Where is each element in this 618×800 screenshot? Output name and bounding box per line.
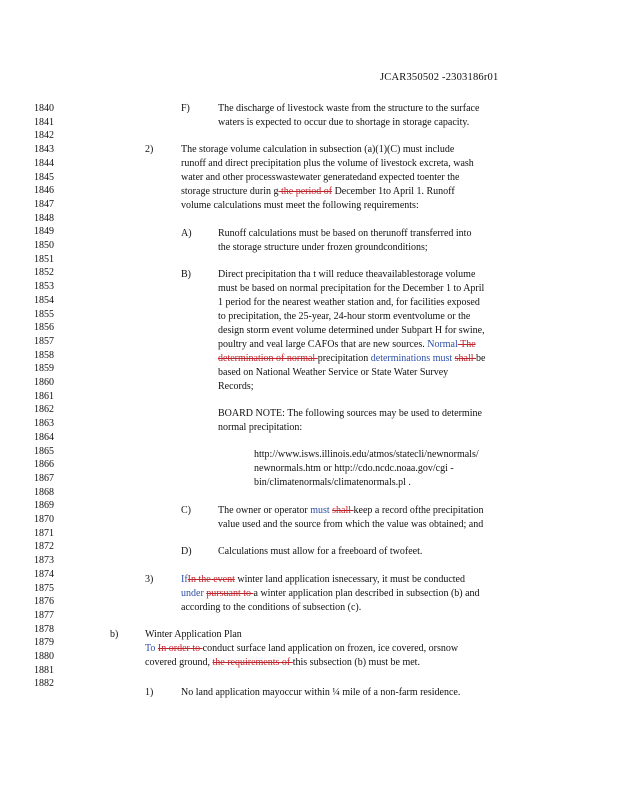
text-line	[218, 381, 254, 393]
line-number: 1856	[34, 322, 54, 334]
text-segment: Runoff calculations must be based on therunoff transferred into	[218, 228, 472, 239]
line-number: 1868	[34, 486, 54, 498]
text-segment: this subsection (b) must be met.	[292, 657, 420, 668]
text-line	[145, 629, 242, 641]
line-number: 1880	[34, 651, 54, 662]
deleted-text: In order to	[157, 643, 203, 654]
text-line	[181, 687, 460, 699]
text-line	[218, 117, 469, 129]
text-segment: normal precipitation:	[218, 422, 303, 433]
line-number: 1854	[34, 294, 54, 306]
text-segment: December 1to April 1. Runoff	[332, 186, 455, 197]
text-segment: The storage volume calculation in subsection (a)(1)(C) must include	[181, 144, 455, 155]
text-segment: Calculations must allow for a freeboard of twofeet.	[218, 546, 423, 557]
text-segment: runoff and direct precipitation plus the volume of livestock excreta, wash	[181, 158, 474, 169]
text-segment: Winter Application Plan	[145, 629, 242, 640]
text-segment: F)	[181, 103, 190, 114]
deleted-text: pursuant to	[206, 588, 254, 599]
line-number: 1842	[34, 130, 54, 142]
text-line	[145, 643, 458, 655]
line-number: 1872	[34, 541, 54, 553]
text-line	[218, 103, 479, 115]
line-number: 1850	[34, 240, 54, 251]
line-number: 1870	[34, 514, 54, 525]
line-number: 1847	[34, 198, 54, 210]
line-number: 1865	[34, 445, 54, 457]
text-segment: winter land application isnecessary, it must be conducted	[234, 574, 465, 585]
deleted-text: shall	[454, 353, 477, 364]
text-line	[218, 311, 470, 323]
text-line	[181, 158, 474, 170]
text-segment: A)	[181, 228, 192, 239]
line-number: 1848	[34, 212, 54, 224]
inserted-text: To	[145, 643, 156, 654]
text-line	[218, 367, 448, 379]
line-number: 1862	[34, 404, 54, 416]
inserted-text: determinations	[370, 353, 431, 364]
text-line	[218, 228, 471, 240]
text-segment: No land application mayoccur within ¼ mile of a non-farm residence.	[181, 687, 461, 698]
line-number: 1846	[34, 185, 54, 197]
line-number: 1875	[34, 582, 54, 594]
text-line	[254, 463, 454, 475]
text-segment: value used and the source from which the value was obtained; and	[218, 519, 484, 530]
text-line	[218, 242, 428, 254]
text-line	[181, 546, 192, 558]
text-segment: Records;	[218, 381, 254, 392]
line-number: 1867	[34, 472, 54, 484]
line-number: 1849	[34, 226, 54, 238]
text-line	[218, 408, 482, 420]
text-segment: C)	[181, 505, 191, 516]
text-line	[145, 144, 153, 156]
text-segment: http://www.isws.illinois.edu/atmos/statecli/newnormals/	[254, 449, 479, 460]
line-number: 1845	[34, 171, 54, 183]
text-segment: volume calculations must meet the following requirements:	[181, 200, 419, 211]
text-segment: D)	[181, 546, 192, 557]
text-line	[218, 297, 480, 309]
text-segment: b)	[110, 629, 119, 640]
text-line	[218, 353, 485, 365]
text-line	[181, 186, 455, 198]
line-number: 1851	[34, 253, 54, 265]
text-line	[181, 588, 480, 600]
line-number: 1860	[34, 377, 54, 388]
text-line	[110, 629, 118, 641]
line-number: 1881	[34, 664, 54, 676]
text-line	[145, 574, 153, 586]
text-line	[181, 172, 459, 184]
text-segment: Direct precipitation tha t will reduce theavailablestorage volume	[218, 269, 476, 280]
text-line	[181, 103, 190, 115]
document-header-id: JCAR350502 -2303186r01	[380, 72, 499, 83]
deleted-text: shall	[332, 505, 354, 516]
line-number: 1844	[34, 157, 54, 169]
line-number: 1857	[34, 335, 54, 347]
deleted-text: the period of	[278, 186, 333, 197]
text-segment: water and other processwastewater generatedand expected toenter the	[181, 172, 460, 183]
inserted-text: must	[310, 505, 330, 516]
line-number: 1843	[34, 144, 54, 156]
text-line	[145, 687, 153, 699]
text-segment: based on National Weather Service or State Water Survey	[218, 367, 449, 378]
text-segment: conduct surface land application on frozen, ice covered, orsnow	[202, 643, 459, 654]
text-line	[181, 574, 465, 586]
text-line	[181, 228, 192, 240]
inserted-text: must	[432, 353, 453, 364]
text-segment: BOARD NOTE: The following sources may be used to determine	[218, 408, 482, 419]
deleted-text: determination of normal	[218, 353, 318, 364]
text-line	[181, 505, 191, 517]
line-number: 1878	[34, 623, 54, 635]
text-line	[218, 339, 476, 351]
text-line	[181, 200, 419, 212]
inserted-text: under	[181, 588, 204, 599]
text-segment: storage structure durin g	[181, 186, 279, 197]
text-line	[181, 269, 191, 281]
text-segment: to precipitation, the 25-year, 24-hour storm eventvolume or the	[218, 311, 471, 322]
line-number: 1869	[34, 500, 54, 512]
text-segment: precipitation	[317, 353, 371, 364]
text-segment: bin/climatenormals/climatenormals.pl .	[254, 477, 411, 488]
line-number: 1876	[34, 596, 54, 608]
line-number: 1861	[34, 390, 54, 402]
text-line	[254, 477, 411, 489]
text-segment: B)	[181, 269, 191, 280]
line-number: 1852	[34, 267, 54, 279]
text-line	[145, 657, 420, 669]
line-number: 1866	[34, 459, 54, 471]
text-segment: 1)	[145, 687, 154, 698]
text-segment: newnormals.htm or http://cdo.ncdc.noaa.gov/cgi -	[254, 463, 454, 474]
text-segment: design storm event volume determined under Subpart H for swine,	[218, 325, 485, 336]
line-number: 1873	[34, 555, 54, 567]
text-segment: the storage structure under frozen groundconditions;	[218, 242, 428, 253]
deleted-text: the requirements of	[212, 657, 293, 668]
line-number: 1864	[34, 431, 54, 443]
text-line	[181, 144, 454, 156]
text-segment: 3)	[145, 574, 154, 585]
text-segment: covered ground,	[145, 657, 213, 668]
text-line	[218, 422, 302, 434]
deleted-text: The	[457, 339, 476, 350]
text-line	[218, 505, 483, 517]
text-line	[181, 602, 361, 614]
line-number: 1874	[34, 568, 54, 580]
text-segment: keep a record ofthe precipitation	[353, 505, 484, 516]
line-number: 1882	[34, 678, 54, 690]
text-segment: poultry and veal large CAFOs that are new sources.	[218, 339, 428, 350]
text-segment: must be based on normal precipitation for the December 1 to April	[218, 283, 485, 294]
line-number: 1871	[34, 527, 54, 539]
line-number: 1840	[34, 103, 54, 114]
text-line	[254, 449, 479, 461]
text-segment: The discharge of livestock waste from the structure to the surface	[218, 103, 480, 114]
line-number: 1863	[34, 418, 54, 430]
line-number: 1853	[34, 281, 54, 293]
text-segment: be	[476, 353, 486, 364]
text-segment: according to the conditions of subsection (c).	[181, 602, 362, 613]
text-line	[218, 325, 485, 337]
text-segment: 2)	[145, 144, 154, 155]
deleted-text: In the event	[187, 574, 235, 585]
text-line	[218, 546, 422, 558]
line-number: 1859	[34, 363, 54, 375]
text-segment: The owner or operator	[218, 505, 311, 516]
line-number: 1841	[34, 116, 54, 128]
text-segment: waters is expected to occur due to shortage in storage capacity.	[218, 117, 470, 128]
line-number: 1877	[34, 609, 54, 621]
text-segment: 1 period for the nearest weather station and, for facilities exposed	[218, 297, 480, 308]
line-number: 1858	[34, 349, 54, 361]
inserted-text: If	[181, 574, 188, 585]
line-number: 1879	[34, 637, 54, 649]
text-line	[218, 283, 484, 295]
line-number: 1855	[34, 308, 54, 320]
text-line	[218, 269, 475, 281]
text-line	[218, 519, 483, 531]
inserted-text: Normal	[427, 339, 458, 350]
text-segment: a winter application plan described in subsection (b) and	[253, 588, 480, 599]
